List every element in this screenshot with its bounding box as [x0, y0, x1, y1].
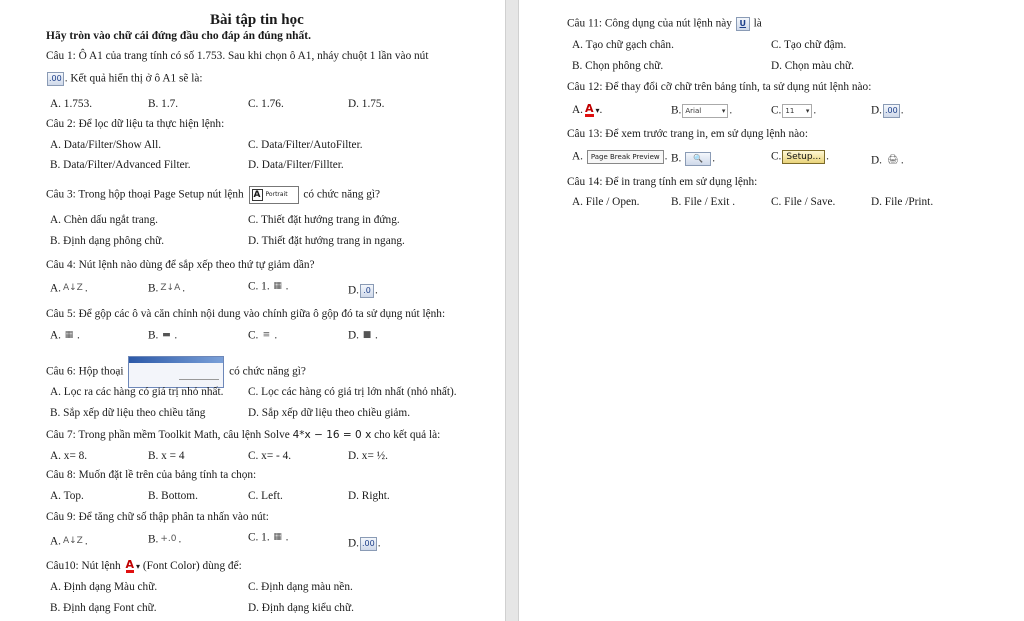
q5-option-a: A. ▦ . — [50, 329, 80, 342]
merge-center-icon: ≡ — [262, 330, 271, 340]
sort-ascending-icon: A↓Z — [62, 536, 83, 546]
q7-option-a: A. x= 8. — [50, 450, 88, 462]
q1-option-d: D. 1.75. — [348, 98, 385, 110]
q6-option-b: B. Sắp xếp dữ liệu theo chiều tăng — [50, 407, 206, 419]
print-preview-icon: 🔍 — [685, 152, 711, 166]
align-right-icon: ▬ — [162, 330, 171, 340]
q8-text: Câu 8: Muốn đặt lề trên của bảng tính ta chọn: — [46, 469, 257, 481]
q14-option-b: B. File / Exit . — [671, 196, 736, 208]
q3-option-b: B. Định dạng phông chữ. — [50, 235, 165, 247]
q8-option-b: B. Bottom. — [148, 490, 198, 502]
sort-dialog-thumbnail — [128, 356, 224, 388]
page-break-preview-button: Page Break Preview — [587, 150, 664, 164]
q8-option-c: C. Left. — [248, 490, 283, 502]
align-left-icon: ■ — [362, 330, 372, 340]
q14-text: Câu 14: Để in trang tính em sử dụng lệnh: — [567, 176, 758, 188]
q9-option-d: D. .00 . — [348, 537, 381, 550]
q2-option-d: D. Data/Filter/Fillter. — [248, 159, 344, 171]
q6-option-a: A. Lọc ra các hàng có giá trị nhỏ nhất. — [50, 386, 224, 398]
font-color-icon: A — [584, 102, 594, 115]
q6-post: có chức năng gì? — [229, 365, 306, 378]
q3-option-d: D. Thiết đặt hướng trang in ngang. — [248, 235, 405, 247]
q7-text: Câu 7: Trong phần mềm Toolkit Math, câu lệnh Solve 4*x − 16 = 0 x cho kết quả là: — [46, 429, 441, 441]
q10-option-c: C. Định dạng màu nền. — [248, 581, 353, 593]
q1-text: Câu 1: Ô A1 của trang tính có số 1.753. Sau khi chọn ô A1, nháy chuột 1 lần vào nút — [46, 50, 429, 62]
q9-option-a: A. A↓Z . — [50, 535, 88, 548]
q13-option-d: D. 🖨 . — [871, 154, 904, 167]
q8-option-d: D. Right. — [348, 490, 390, 502]
q9-option-b: B. +.0 . — [148, 533, 182, 546]
q2-option-a: A. Data/Filter/Show All. — [50, 139, 162, 151]
q12-option-a: A. A ▾. — [572, 102, 603, 117]
q5-option-c: C. ≡ . — [248, 329, 278, 342]
q13-option-c: C. Setup... . — [771, 150, 829, 163]
q4-option-c: C. 1. ▦ . — [248, 280, 289, 293]
setup-button: Setup... — [782, 150, 825, 164]
q6-pre: Câu 6: Hộp thoại — [46, 365, 124, 378]
q6-option-d: D. Sắp xếp dữ liệu theo chiều giảm. — [248, 407, 411, 419]
increase-decimal-icon: .00 — [883, 104, 900, 118]
q11-option-d: D. Chọn màu chữ. — [771, 60, 854, 72]
q4-text: Câu 4: Nút lệnh nào dùng để sắp xếp theo thứ tự giảm dần? — [46, 259, 315, 271]
page-gutter — [505, 0, 519, 621]
q4-option-b: B. Z↓A . — [148, 282, 186, 295]
q1-line2 — [46, 72, 202, 86]
decrease-decimal-icon: .00 — [47, 72, 64, 86]
q14-option-d: D. File /Print. — [871, 196, 934, 208]
merge-grid-icon: ▦ — [64, 330, 74, 340]
right-page — [519, 0, 1024, 621]
instructions: Hãy tròn vào chữ cái đứng đầu cho đáp án đúng nhất. — [46, 30, 311, 42]
q7-option-c: C. x= - 4. — [248, 450, 292, 462]
q3-pre: Câu 3: Trong hộp thoại Page Setup nút lệnh — [46, 188, 244, 201]
q1-option-b: B. 1.7. — [148, 98, 179, 110]
q14-option-a: A. File / Open. — [572, 196, 640, 208]
q8-option-a: A. Top. — [50, 490, 84, 502]
document-title: Bài tập tin học — [210, 12, 304, 28]
q10-option-b: B. Định dạng Font chữ. — [50, 602, 157, 614]
q11-option-a: A. Tạo chữ gạch chân. — [572, 39, 674, 51]
q10-option-d: D. Định dạng kiểu chữ. — [248, 602, 354, 614]
underline-icon: U — [736, 17, 750, 31]
q1-line2-text: . Kết quả hiển thị ở ô A1 sẽ là: — [64, 72, 203, 85]
increase-decimal-icon: +.0 — [160, 534, 177, 544]
q5-text: Câu 5: Để gộp các ô và căn chỉnh nội dung vào chính giữa ô gộp đó ta sử dụng nút lệnh: — [46, 308, 446, 320]
q3-post: có chức năng gì? — [303, 188, 381, 201]
q10-option-a: A. Định dạng Màu chữ. — [50, 581, 158, 593]
q13-option-b: B. 🔍 . — [671, 152, 716, 165]
q11-option-c: C. Tạo chữ đậm. — [771, 39, 847, 51]
q11-text: Câu 11: Công dụng của nút lệnh này U là — [567, 17, 762, 30]
font-size-combo: 11 ▾ — [782, 104, 812, 118]
q4-option-a: A. A↓Z . — [50, 282, 88, 295]
q6-option-c: C. Lọc các hàng có giá trị lớn nhất (nhỏ nhất). — [248, 386, 457, 398]
q3-option-c: C. Thiết đặt hướng trang in đứng. — [248, 214, 400, 226]
q3-text — [46, 186, 380, 204]
q11-option-b: B. Chọn phông chữ. — [572, 60, 664, 72]
decimal-icon: .0 — [360, 284, 374, 298]
q12-option-d: D. .00 . — [871, 104, 904, 117]
q12-text: Câu 12: Để thay đổi cỡ chữ trên bảng tính, ta sử dụng nút lệnh nào: — [567, 81, 872, 93]
q7-option-b: B. x = 4 — [148, 450, 185, 462]
q2-text: Câu 2: Để lọc dữ liệu ta thực hiện lệnh: — [46, 118, 225, 130]
font-name-combo: Arial ▾ — [682, 104, 728, 118]
q9-text: Câu 9: Để tăng chữ số thập phân ta nhấn vào nút: — [46, 511, 269, 523]
sort-ascending-icon: A↓Z — [62, 283, 83, 293]
q1-option-a: A. 1.753. — [50, 98, 93, 110]
q1-option-c: C. 1.76. — [248, 98, 284, 110]
q7-option-d: D. x= ½. — [348, 450, 388, 462]
q13-text: Câu 13: Để xem trước trang in, em sử dụng lệnh nào: — [567, 128, 808, 140]
q5-option-d: D. ■ . — [348, 329, 378, 342]
q12-option-b: B. Arial ▾ . — [671, 104, 732, 118]
grid-icon: ▦ — [273, 532, 282, 542]
q13-option-a: A. Page Break Preview . — [572, 150, 668, 163]
portrait-orientation-icon: A Portrait — [249, 186, 299, 204]
decrease-decimal-icon: .00 — [360, 537, 377, 551]
q5-option-b: B. ▬ . — [148, 329, 178, 342]
sort-descending-icon: Z↓A — [160, 283, 181, 293]
grid-icon: ▦ — [273, 281, 282, 291]
q6-text — [46, 356, 306, 388]
q10-text: Câu10: Nút lệnh A ▾ (Font Color) dùng để: — [46, 558, 242, 573]
q9-option-c: C. 1. ▦ . — [248, 531, 289, 544]
left-page — [0, 0, 505, 621]
q14-option-c: C. File / Save. — [771, 196, 836, 208]
printer-icon: 🖨 — [887, 155, 899, 165]
font-color-icon: A — [125, 558, 135, 571]
q7-formula: 4*x − 16 = 0 x — [292, 429, 372, 441]
q2-option-c: C. Data/Filter/AutoFilter. — [248, 139, 363, 151]
q2-option-b: B. Data/Filter/Advanced Filter. — [50, 159, 191, 171]
q4-option-d: D. .0 . — [348, 284, 378, 297]
q12-option-c: C. 11 ▾ . — [771, 104, 816, 118]
q3-option-a: A. Chèn dấu ngắt trang. — [50, 214, 158, 226]
